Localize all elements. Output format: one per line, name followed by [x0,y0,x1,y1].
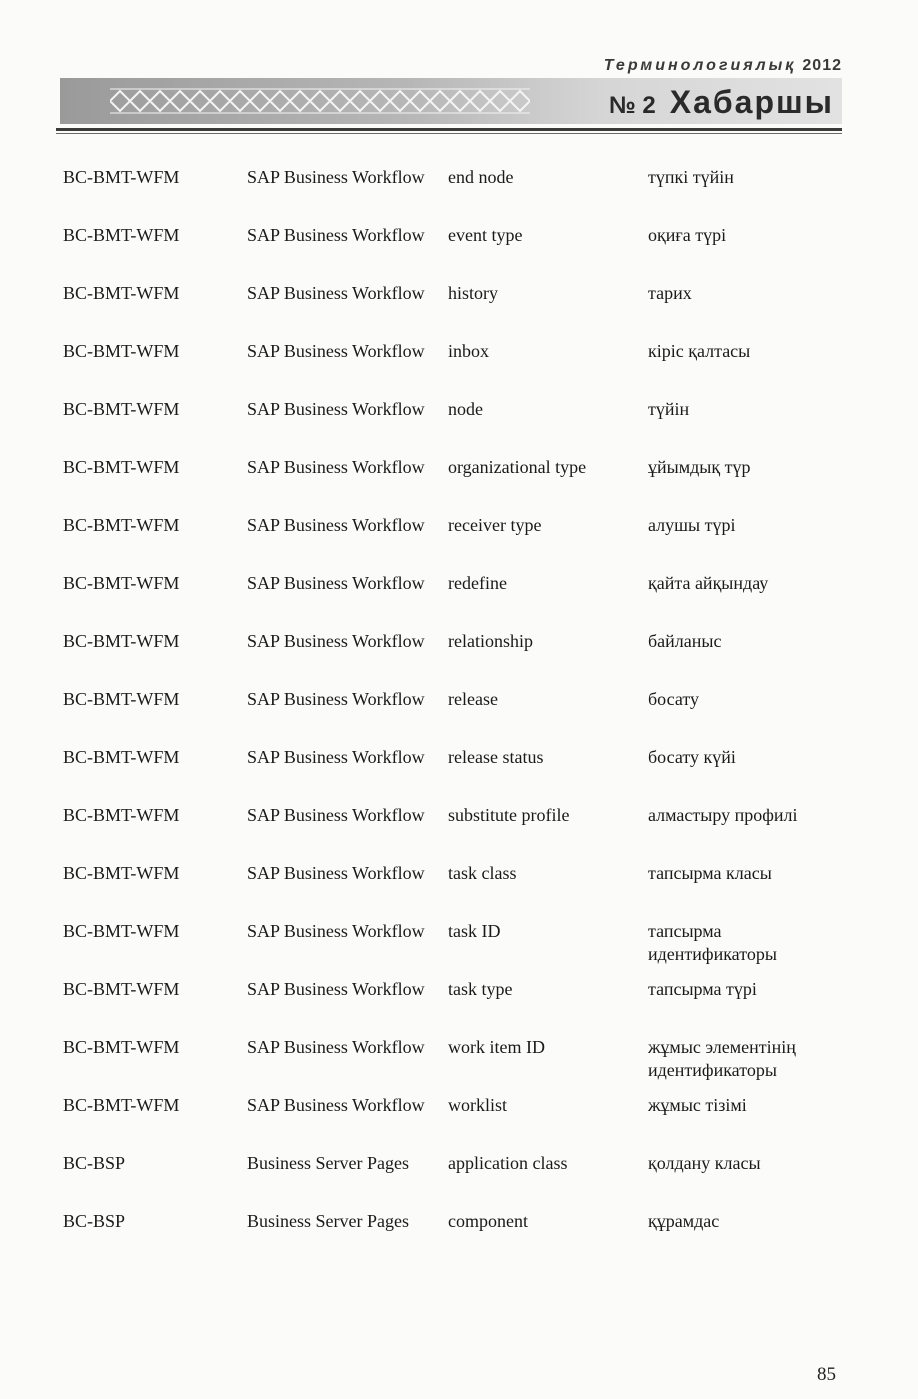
table-row [63,514,843,572]
component-name: SAP Business Workflow [247,341,425,361]
issue-heading [609,80,834,124]
component-code: BC-BMT-WFM [63,689,180,709]
component-name: SAP Business Workflow [247,225,425,245]
component-code: BC-BMT-WFM [63,863,180,883]
component-code: BC-BMT-WFM [63,457,180,477]
english-term: task ID [448,921,501,941]
table-row [63,630,843,688]
component-code: BC-BMT-WFM [63,225,180,245]
component-code: BC-BMT-WFM [63,167,180,187]
english-term: node [448,399,483,419]
component-name: SAP Business Workflow [247,1037,425,1057]
component-name: SAP Business Workflow [247,399,425,419]
table-row [63,688,843,746]
journal-year: 2012 [802,57,842,74]
table-row [63,1094,843,1152]
english-term: receiver type [448,515,542,535]
english-term: worklist [448,1095,508,1115]
journal-name [580,57,842,75]
table-row [63,398,843,456]
table-row [63,224,843,282]
kazakh-term: кіріс қалтасы [648,341,751,361]
component-code: BC-BSP [63,1153,126,1173]
english-term: release status [448,747,544,767]
component-name: SAP Business Workflow [247,921,425,941]
component-name: SAP Business Workflow [247,747,425,767]
component-code: BC-BMT-WFM [63,1037,180,1057]
component-code: BC-BMT-WFM [63,1095,180,1115]
component-code: BC-BMT-WFM [63,399,180,419]
header-rule [56,128,842,131]
component-code: BC-BMT-WFM [63,921,180,941]
english-term: inbox [448,341,490,361]
component-code: BC-BMT-WFM [63,341,180,361]
english-term: event type [448,225,523,245]
kazakh-term: тарих [648,283,692,303]
component-name: SAP Business Workflow [247,283,425,303]
component-name: SAP Business Workflow [247,979,425,999]
english-term: application class [448,1153,568,1173]
terms-table [63,166,843,1268]
kazakh-term: түйін [648,399,690,419]
component-name: Business Server Pages [247,1153,409,1173]
component-name: SAP Business Workflow [247,805,425,825]
english-term: work item ID [448,1037,545,1057]
component-code: BC-BMT-WFM [63,979,180,999]
component-code: BC-BMT-WFM [63,631,180,651]
component-name: SAP Business Workflow [247,515,425,535]
table-row [63,572,843,630]
kazakh-term: ұйымдық түр [648,457,751,477]
table-row [63,340,843,398]
table-row [63,166,843,224]
table-row [63,862,843,920]
table-row [63,282,843,340]
english-term: end node [448,167,514,187]
table-row [63,1152,843,1210]
english-term: task type [448,979,513,999]
kazakh-term: алмастыру профилі [648,805,798,825]
header-banner [60,78,842,124]
kazakh-term: оқиға түрі [648,225,727,245]
english-term: organizational type [448,457,587,477]
kazakh-term: құрамдас [648,1211,720,1231]
table-row [63,1036,843,1094]
journal-title: Терминологиялық [603,57,797,74]
table-row [63,1210,843,1268]
kazakh-term: жұмыс тізімі [648,1095,747,1115]
kazakh-term: түпкі түйін [648,167,734,187]
kazakh-term: алушы түрі [648,515,736,535]
english-term: substitute profile [448,805,570,825]
table-row [63,978,843,1036]
component-code: BC-BMT-WFM [63,573,180,593]
english-term: component [448,1211,528,1231]
component-name: SAP Business Workflow [247,457,425,477]
component-name: Business Server Pages [247,1211,409,1231]
issue-number: № 2 [608,92,656,119]
kazakh-term: тапсырма класы [648,863,772,883]
component-name: SAP Business Workflow [247,863,425,883]
kazakh-term: босату [648,689,699,709]
component-code: BC-BMT-WFM [63,283,180,303]
component-name: SAP Business Workflow [247,689,425,709]
table-row [63,746,843,804]
kazakh-term: қолдану класы [648,1153,761,1173]
kazakh-term: қайта айқындау [648,573,769,593]
table-row [63,456,843,514]
kazakh-term: тапсырма идентификаторы [648,921,777,964]
component-name: SAP Business Workflow [247,631,425,651]
english-term: release [448,689,498,709]
page-number: 85 [817,1364,836,1385]
component-name: SAP Business Workflow [247,573,425,593]
english-term: task class [448,863,517,883]
kazakh-term: тапсырма түрі [648,979,757,999]
component-code: BC-BMT-WFM [63,515,180,535]
component-code: BC-BMT-WFM [63,747,180,767]
component-name: SAP Business Workflow [247,167,425,187]
terms-table-body [63,166,843,1268]
kazakh-term: жұмыс элементінің идентификаторы [648,1037,796,1080]
component-code: BC-BMT-WFM [63,805,180,825]
ornament-pattern-icon [110,86,530,116]
english-term: redefine [448,573,507,593]
header-rule-thin [56,133,842,134]
english-term: relationship [448,631,533,651]
kazakh-term: босату күйі [648,747,736,767]
table-row [63,920,843,978]
english-term: history [448,283,499,303]
bulletin-title: Хабаршы [669,84,834,120]
table-row [63,804,843,862]
kazakh-term: байланыс [648,631,722,651]
component-code: BC-BSP [63,1211,126,1231]
component-name: SAP Business Workflow [247,1095,425,1115]
